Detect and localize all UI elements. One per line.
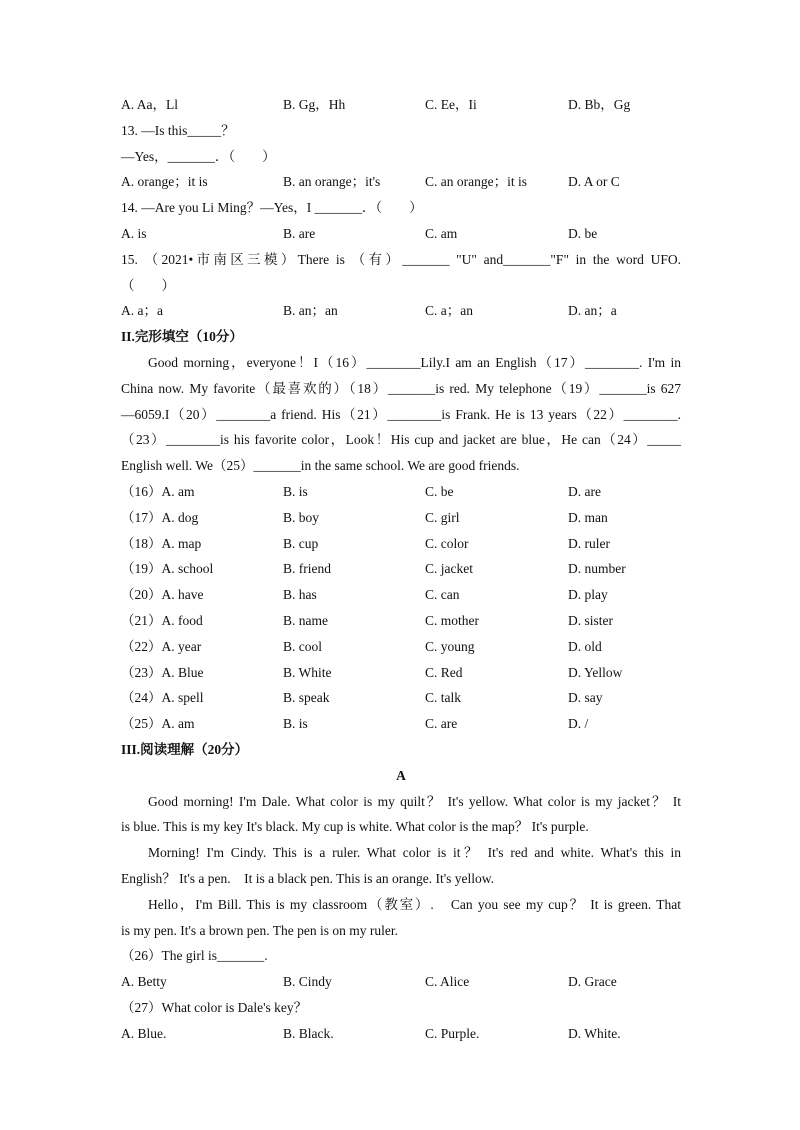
- cloze-line: —6059.I（20）________a friend. His（21）________is Frank. He is 13 years（22）________.: [121, 406, 681, 422]
- option-b: B. White: [283, 664, 332, 680]
- option-c: C. can: [425, 587, 460, 603]
- passage-line: is my pen. It's a brown pen. The pen is on my ruler.: [121, 922, 399, 938]
- option-c: C. Alice: [425, 974, 470, 990]
- cloze-line: English well. We（25）_______in the same school. We are good friends.: [121, 458, 520, 474]
- option-b: B. is: [283, 716, 308, 732]
- option-d: D. Bb，Gg: [568, 97, 631, 112]
- option-a: A. is: [121, 225, 147, 241]
- option-d: D. sister: [568, 612, 613, 628]
- option-d: D. be: [568, 225, 598, 241]
- option-c: C. color: [425, 535, 469, 551]
- cloze-options-19: [121, 556, 681, 582]
- option-a: （23）A. Blue: [121, 664, 204, 680]
- option-d: D. A or C: [568, 174, 620, 190]
- section-heading-cloze: II.完形填空（10分）: [121, 329, 243, 345]
- option-b: B. cup: [283, 535, 319, 551]
- cloze-options-25: [121, 711, 681, 737]
- cloze-options-21: [121, 608, 681, 634]
- option-a: （17）A. dog: [121, 509, 199, 525]
- option-d: D. are: [568, 483, 601, 499]
- option-d: D. Grace: [568, 974, 617, 990]
- option-a: （18）A. map: [121, 535, 202, 551]
- option-c: C. are: [425, 716, 458, 732]
- option-c: C. am: [425, 225, 458, 241]
- passage-line: Morning! I'm Cindy. This is a ruler. What color is it？ It's red and white. What's this in: [148, 845, 681, 861]
- q12-options: [121, 92, 681, 118]
- q14-stem: 14. —Are you Li Ming？—Yes，I _______．（ ）: [121, 200, 423, 216]
- option-b: B. has: [283, 587, 317, 603]
- cloze-options-16: [121, 479, 681, 505]
- option-b: B. are: [283, 225, 316, 241]
- option-a: （21）A. food: [121, 612, 203, 628]
- passage-line: Good morning! I'm Dale. What color is my quilt？ It's yellow. What color is my jacket？ It: [148, 793, 681, 809]
- passage-line: Hello，I'm Bill. This is my classroom（教室）. Can you see my cup？ It is green. That: [148, 896, 681, 912]
- option-a: （16）A. am: [121, 483, 195, 499]
- option-d: D. man: [568, 509, 608, 525]
- option-c: C. mother: [425, 612, 479, 628]
- q15-options: [121, 298, 681, 324]
- option-b: B. Cindy: [283, 974, 332, 990]
- option-b: B. an；an: [283, 303, 338, 319]
- option-a: A. orange；it is: [121, 174, 208, 190]
- option-b: B. Gg，Hh: [283, 97, 346, 112]
- passage-title: A: [396, 767, 406, 783]
- option-a: （19）A. school: [121, 561, 214, 577]
- cloze-line: China now. My favorite（最喜欢的）（18）_______is red. My telephone（19）_______is 627: [121, 380, 681, 396]
- option-d: D. /: [568, 716, 589, 732]
- option-c: C. a；an: [425, 303, 473, 319]
- cloze-options-24: [121, 685, 681, 711]
- section-heading-reading: III.阅读理解（20分）: [121, 741, 249, 757]
- option-c: C. jacket: [425, 561, 473, 577]
- option-b: B. cool: [283, 638, 322, 654]
- option-a: （22）A. year: [121, 638, 202, 654]
- option-c: C. an orange；it is: [425, 174, 527, 190]
- option-d: D. White.: [568, 1025, 621, 1041]
- q27-options: [121, 1021, 681, 1047]
- option-d: D. Yellow: [568, 664, 623, 680]
- q26-options: [121, 969, 681, 995]
- passage-line: is blue. This is my key It's black. My cup is white. What color is the map？ It's purple.: [121, 819, 589, 835]
- option-b: B. speak: [283, 690, 330, 706]
- option-c: C. Purple.: [425, 1025, 480, 1041]
- option-b: B. friend: [283, 561, 331, 577]
- q15-answer-line: （ ）: [121, 277, 175, 293]
- cloze-options-20: [121, 582, 681, 608]
- option-c: C. young: [425, 638, 475, 654]
- cloze-options-22: [121, 634, 681, 660]
- option-b: B. boy: [283, 509, 320, 525]
- option-a: A. Betty: [121, 974, 167, 990]
- option-d: D. play: [568, 587, 608, 603]
- q13-options: [121, 169, 681, 195]
- option-b: B. name: [283, 612, 328, 628]
- option-b: B. Black.: [283, 1025, 334, 1041]
- option-d: D. say: [568, 690, 603, 706]
- option-d: D. an；a: [568, 303, 617, 319]
- q27-stem: （27）What color is Dale's key？: [121, 999, 308, 1015]
- option-a: （20）A. have: [121, 587, 204, 603]
- q15-stem: 15. （2021•市南区三模）There is （有）_______ "U" and_______"F" in the word UFO.: [121, 251, 681, 267]
- cloze-line: Good morning，everyone！I（16）________Lily.I am an English（17）________. I'm in: [148, 354, 681, 370]
- option-c: C. Red: [425, 664, 463, 680]
- q13-stem: 13. —Is this_____？: [121, 122, 235, 138]
- option-c: C. be: [425, 483, 454, 499]
- option-d: D. old: [568, 638, 602, 654]
- option-a: （24）A. spell: [121, 690, 204, 706]
- cloze-line: （23）________is his favorite color，Look！His cup and jacket are blue，He can（24）_____: [121, 432, 681, 448]
- option-a: A. Blue.: [121, 1025, 167, 1041]
- option-d: D. number: [568, 561, 626, 577]
- option-a: A. a；a: [121, 303, 163, 319]
- option-d: D. ruler: [568, 535, 610, 551]
- option-c: C. Ee，Ii: [425, 97, 477, 112]
- q14-options: [121, 221, 681, 247]
- q13-answer-line: —Yes，_______．（ ）: [121, 148, 276, 164]
- option-b: B. an orange；it's: [283, 174, 381, 190]
- cloze-options-23: [121, 660, 681, 686]
- cloze-options-17: [121, 505, 681, 531]
- option-c: C. girl: [425, 509, 460, 525]
- option-a: （25）A. am: [121, 716, 195, 732]
- option-a: A. Aa，Ll: [121, 97, 178, 112]
- cloze-options-18: [121, 531, 681, 557]
- exam-page: [121, 92, 681, 1046]
- passage-line: English？ It's a pen. It is a black pen. This is an orange. It's yellow.: [121, 870, 495, 886]
- q26-stem: （26）The girl is_______.: [121, 948, 268, 964]
- option-c: C. talk: [425, 690, 461, 706]
- option-b: B. is: [283, 483, 308, 499]
